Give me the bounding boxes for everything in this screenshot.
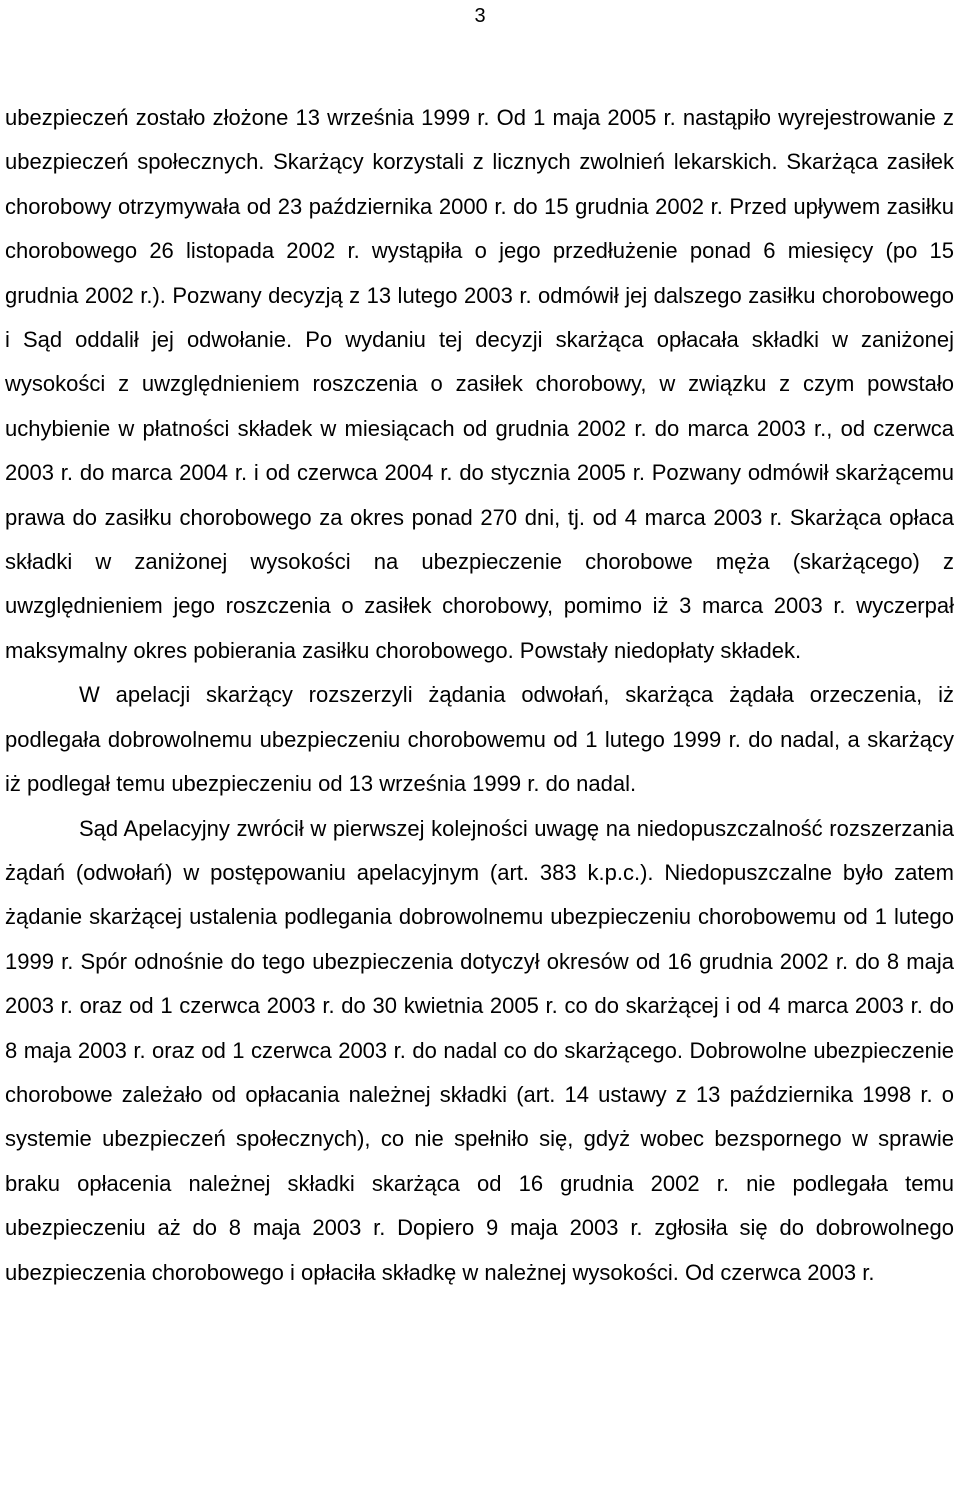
page-number: 3 [474, 5, 486, 27]
paragraph-court-findings: Sąd Apelacyjny zwrócił w pierwszej kolejności uwagę na niedopuszczalność rozszerzania żądań (odwołań) w postępowaniu apelacyjnym (art. 383 k.p.c.). Niedopuszczalne było zatem żądanie skarżącej ustalenia podlegania dobrowolnemu ubezpieczeniu chorobowemu od 1 lutego 1999 r. Spór odnośnie do tego ubezpieczenia dotyczył okresów od 16 grudnia 2002 r. do 8 maja 2003 r. oraz od 1 czerwca 2003 r. do 30 kwietnia 2005 r. co do skarżącej i od 4 marca 2003 r. do 8 maja 2003 r. oraz od 1 czerwca 2003 r. do nadal co do skarżącego. Dobrowolne ubezpieczenie chorobowe zależało od opłacania należnej składki (art. 14 ustawy z 13 października 1998 r. o systemie ubezpieczeń społecznych), co nie spełniło się, gdyż wobec bezspornego w sprawie braku opłacenia należnej składki skarżąca od 16 grudnia 2002 r. nie podlegała temu ubezpieczeniu aż do 8 maja 2003 r. Dopiero 9 maja 2003 r. zgłosiła się do dobrowolnego ubezpieczenia chorobowego i opłaciła składkę w należnej wysokości. Od czerwca 2003 r. [5, 815, 954, 1285]
document-body [5, 96, 954, 1295]
paragraph-appeal: W apelacji skarżący rozszerzyli żądania odwołań, skarżąca żądała orzeczenia, iż podlegała dobrowolnemu ubezpieczeniu chorobowemu od 1 lutego 1999 r. do nadal, a skarżący iż podlegał temu ubezpieczeniu od 13 września 1999 r. do nadal. [5, 682, 954, 797]
paragraph-continuation: ubezpieczeń zostało złożone 13 września 1999 r. Od 1 maja 2005 r. nastąpiło wyrejestrowanie z ubezpieczeń społecznych. Skarżący korzystali z licznych zwolnień lekarskich. Skarżąca zasiłek chorobowy otrzymywała od 23 października 2000 r. do 15 grudnia 2002 r. Przed upływem zasiłku chorobowego 26 listopada 2002 r. wystąpiła o jego przedłużenie ponad 6 miesięcy (po 15 grudnia 2002 r.). Pozwany decyzją z 13 lutego 2003 r. odmówił jej dalszego zasiłku chorobowego i Sąd oddalił jej odwołanie. Po wydaniu tej decyzji skarżąca opłacała składki w zaniżonej wysokości z uwzględnieniem roszczenia o zasiłek chorobowy, w związku z czym powstało uchybienie w płatności składek w miesiącach od grudnia 2002 r. do marca 2003 r., od czerwca 2003 r. do marca 2004 r. i od czerwca 2004 r. do stycznia 2005 r. Pozwany odmówił skarżącemu prawa do zasiłku chorobowego za okres ponad 270 dni, tj. od 4 marca 2003 r. Skarżąca opłaca składki w zaniżonej wysokości na ubezpieczenie chorobowe męża (skarżącego) z uwzględnieniem jego roszczenia o zasiłek chorobowy, pomimo iż 3 marca 2003 r. wyczerpał maksymalny okres pobierania zasiłku chorobowego. Powstały niedopłaty składek. [5, 105, 954, 663]
